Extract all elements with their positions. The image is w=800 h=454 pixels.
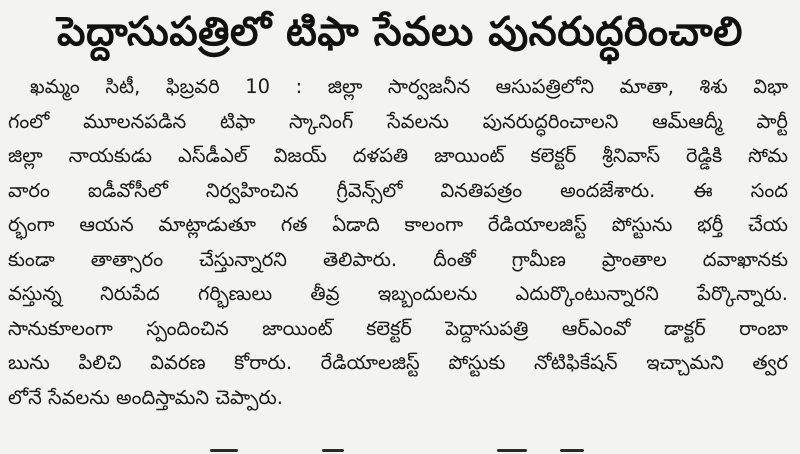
next-headline-cutoff — [0, 440, 800, 454]
cutoff-glyph-fragment — [322, 449, 344, 452]
article-body — [8, 70, 788, 415]
article-line: బును పిలిచి వివరణ కోరారు. రేడియాలజిస్ట్ పోస్టుకు నోటిఫికేషన్ ఇచ్చామని త్వర — [8, 351, 788, 374]
cutoff-glyph-fragment — [497, 449, 527, 452]
article-line: గంలో మూలనపడిన టిఫా స్కానింగ్ సేవలను పునరుద్ధరించాలని ఆమ్‌ఆద్మీ పార్టీ — [8, 109, 788, 133]
cutoff-glyph-fragment — [210, 449, 238, 452]
article-line: ర్భంగా ఆయన మాట్లాడుతూ గత ఏడాది కాలంగా రేడియాలజిస్ట్ పోస్టును భర్తీ చేయ — [8, 213, 788, 236]
article-line: ఖమ్మం సిటీ, ఫిబ్రవరి 10 : జిల్లా సార్వజనీన ఆసుపత్రిలోని మాతా, శిశు విభా — [30, 75, 788, 98]
article-line: జిల్లా నాయకుడు ఎస్‌డీఎల్ విజయ్ దళపతి జాయింట్ కలెక్టర్ శ్రీనివాస్ రెడ్డికి సోమ — [8, 144, 788, 167]
article-headline: పెద్దాసుపత్రిలో టిఫా సేవలు పునరుద్ధరించాలి — [57, 9, 743, 55]
article-line: వారం ఐడీవోసీలో నిర్వహించిన గ్రీవెన్స్‌లో వినతిపత్రం అందజేశారు. ఈ సంద — [8, 178, 788, 202]
cutoff-glyph-fragment — [560, 449, 584, 452]
article-line: కుండా తాత్సారం చేస్తున్నారని తెలిపారు. దీంతో గ్రామీణ ప్రాంతాల దవాఖానకు — [8, 247, 788, 271]
article-line: వస్తున్న నిరుపేద గర్భిణులు తీవ్ర ఇబ్బందులను ఎదుర్కొంటున్నారని పేర్కొన్నారు. — [8, 282, 788, 305]
article-line: సానుకూలంగా స్పందించిన జాయింట్ కలెక్టర్ పెద్దాసుపత్రి ఆర్‌ఎంవో డాక్టర్ రాంబా — [8, 316, 788, 340]
article-line: లోనే సేవలను అందిస్తామని చెప్పారు. — [8, 385, 283, 409]
